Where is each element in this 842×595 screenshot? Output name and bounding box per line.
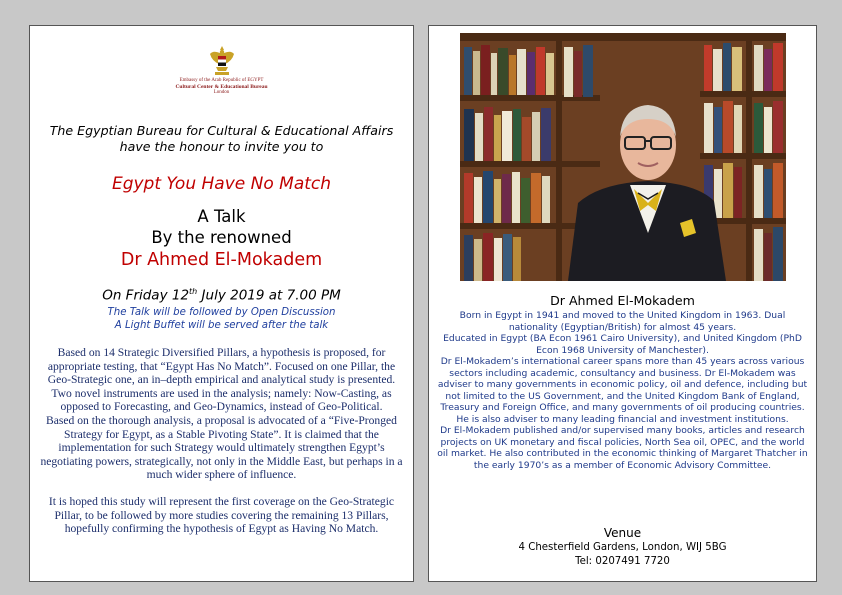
- bio-paragraph-2: Educated in Egypt (BA Econ 1961 Cairo University), and United Kingdom (PhD Econ 1968 University of Manchester).: [443, 333, 802, 356]
- intro-line-1: The Egyptian Bureau for Cultural & Educational Affairs: [49, 123, 394, 138]
- abstract-paragraph-2: Based on the thorough analysis, a proposal is advocated of a “Five-Pronged Strategy for Egypt, as a Stable Pivoting State”. It is claimed that the implementation for such Strategy would ultimately strengthen Egypt’s negotiating powers, strategically, not only in the Middle East, but perhaps in a much wider sphere of influence.: [40, 413, 403, 482]
- speaker-name: Dr Ahmed El-Mokadem: [120, 250, 323, 270]
- event-notes: [30, 306, 413, 332]
- logo-line-1: Embassy of the Arab Republic of EGYPT: [179, 78, 264, 83]
- notes-line-1: The Talk will be followed by Open Discussion: [107, 307, 336, 318]
- eagle-emblem-icon: [209, 44, 235, 78]
- bio-name: Dr Ahmed El-Mokadem: [550, 293, 695, 308]
- intro-text: [30, 123, 413, 155]
- abstract-paragraph-3: It is hoped this study will represent the first coverage on the Geo-Strategic Pillar, to be followed by more studies covering the remaining 13 Pillars, hopefully confirming the hypothesis of Egypt as Having No Match.: [48, 494, 395, 536]
- speaker-bio: [435, 293, 810, 471]
- logo-line-3: London: [213, 90, 230, 95]
- date-time: July 2019 at 7.00 PM: [197, 287, 341, 304]
- talk-line-1: A Talk: [197, 207, 246, 226]
- speaker-photo: [460, 33, 786, 281]
- event-date: [30, 287, 413, 304]
- logo-line-2: Cultural Center & Educational Bureau: [175, 84, 268, 90]
- logo: [30, 44, 413, 96]
- bio-paragraph-3: Dr El-Mokadem’s international career spans more than 45 years across various sectors including academic, consultancy and business. Dr El-Mokadem was adviser to many governments in economic policy, oil and defence, including but not limited to the US Government, and the United Kingdom Bank of England, Treasury and Foreign Office, and many governments of oil producing countries. He is also adviser to many leading financial and investment institutions.: [437, 356, 808, 425]
- bio-paragraph-4: Dr El-Mokadem published and/or supervised many books, articles and research projects on UK monetary and fiscal policies, North Sea oil, OPEC, and the world oil market. He also contributed in the economic thinking of Margaret Thatcher in the early 1970’s as a member of Economic Advisory Committee.: [437, 425, 808, 471]
- intro-line-2: have the honour to invite you to: [119, 139, 324, 154]
- notes-line-2: A Light Buffet will be served after the talk: [114, 320, 329, 331]
- invitation-panel: [29, 25, 414, 582]
- abstract: [40, 346, 403, 536]
- date-prefix: On Friday 12: [102, 287, 190, 304]
- talk-heading: [30, 206, 413, 248]
- date-suffix-sup: th: [189, 287, 198, 296]
- speaker-panel: [428, 25, 817, 582]
- venue-telephone: Tel: 0207491 7720: [575, 556, 670, 567]
- venue-address: 4 Chesterfield Gardens, London, WIJ 5BG: [518, 542, 727, 553]
- talk-line-2: By the renowned: [151, 228, 292, 247]
- venue: [429, 526, 816, 569]
- venue-heading: Venue: [603, 526, 642, 540]
- event-title: Egypt You Have No Match: [111, 174, 332, 194]
- abstract-paragraph-1: Based on 14 Strategic Diversified Pillars, a hypothesis is proposed, for appropriate testing, that “Egypt Has No Match”. Focused on one Pillar, the Geo-Strategic one, an in–depth empirical and analytical study is presented. Two novel instruments are used in the analysis; namely: Now-Casting, as opposed to Forecasting, and Geo-Dynamics, instead of Geo-Political.: [47, 346, 396, 414]
- bio-paragraph-1: Born in Egypt in 1941 and moved to the United Kingdom in 1963. Dual nationality (Egyptian/British) for almost 45 years.: [459, 310, 786, 333]
- speaker-photo-illustration: [460, 33, 786, 281]
